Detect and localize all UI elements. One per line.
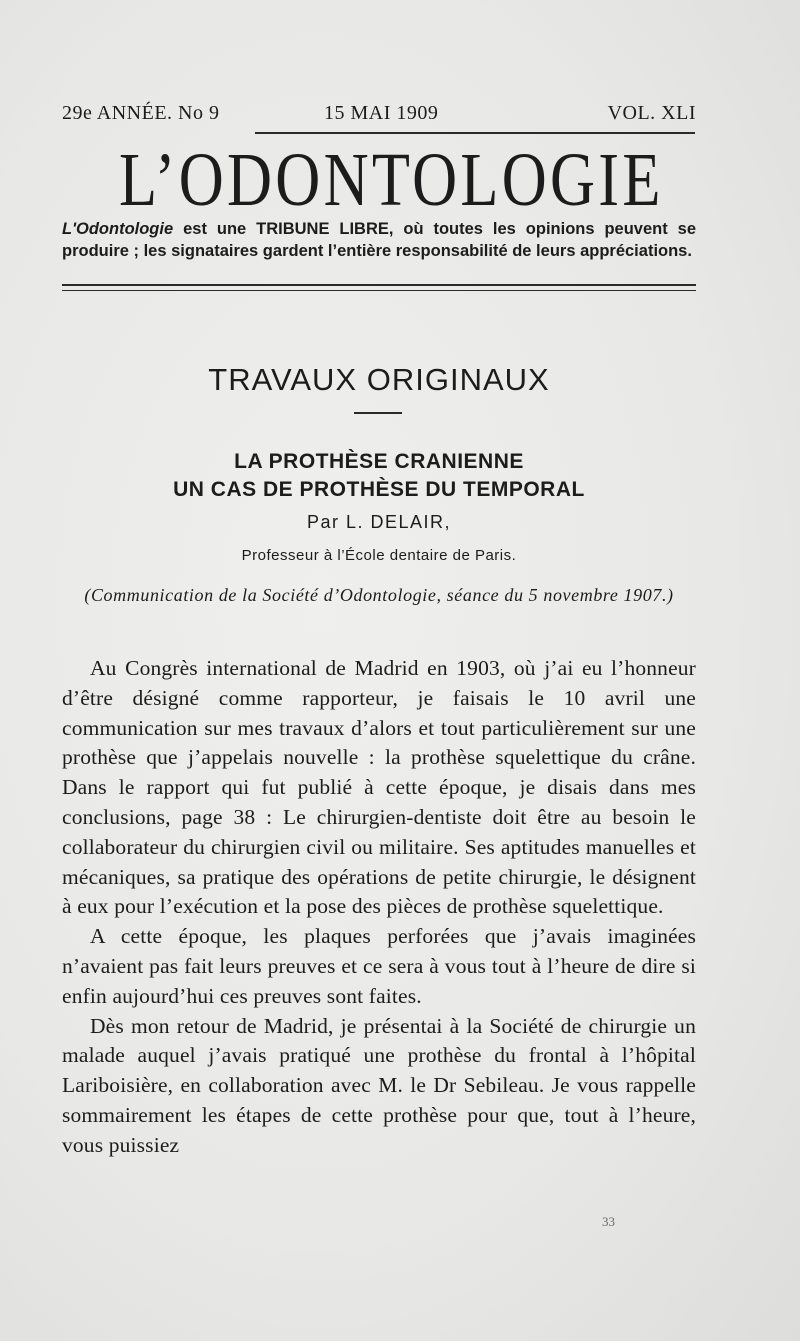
tagline-text: est une TRIBUNE LIBRE, où toutes les opinions peuvent se produire ; les signataires gardent l’entière responsabilité de leurs appréciations. [62, 220, 696, 260]
body-paragraph: Dès mon retour de Madrid, je présentai à la Société de chirurgie un malade auquel j’avais pratiqué une prothèse du frontal à l’hôpital Lariboisière, en collaboration avec M. le Dr Sebileau. Je vous rappelle sommairement les étapes de cette prothèse pour que, tout à l’heure, vous puissiez [62, 1013, 696, 1157]
author-affiliation: Professeur à l’École dentaire de Paris. [241, 547, 517, 564]
volume-number: VOL. XLI [607, 102, 696, 124]
issue-date: 15 MAI 1909 [324, 102, 439, 124]
header-rule [255, 132, 695, 134]
running-header [62, 102, 696, 128]
article-body [62, 654, 696, 1161]
body-paragraph: A cette époque, les plaques perforées que j’avais imaginées n’avaient pas fait leurs preuves et ce sera à vous tout à l’heure de dire si enfin aujourd’hui ces preuves sont faites. [62, 924, 696, 1008]
body-paragraph: Au Congrès international de Madrid en 1903, où j’ai eu l’honneur d’être désigné comme rapporteur, je faisais le 10 avril une communication sur mes travaux d’alors et tout particulièrement sur une prothèse que j’appelais nouvelle : la prothèse squelettique du crâne. Dans le rapport qui fut publié à cette époque, je disais dans mes conclusions, page 38 : Le chirurgien-dentiste doit être au besoin le collaborateur du chirurgien civil ou militaire. Ses aptitudes manuelles et mécaniques, sa pratique des opérations de petite chirurgie, le désignent à eux pour l’exécution et la pose des pièces de prothèse squelettique. [62, 656, 696, 919]
article-title [62, 448, 696, 504]
masthead-double-rule [62, 284, 696, 291]
communication-note: (Communication de la Société d’Odontologie, séance du 5 novembre 1907.) [84, 585, 674, 605]
article-author: Par L. DELAIR, [306, 512, 452, 532]
page-number: 33 [602, 1214, 615, 1229]
article-title-line-2: UN CAS DE PROTHÈSE DU TEMPORAL [173, 478, 585, 501]
section-title: TRAVAUX ORIGINAUX [208, 362, 550, 397]
journal-masthead: L’ODONTOLOGIE [119, 138, 664, 222]
article-title-line-1: LA PROTHÈSE CRANIENNE [234, 450, 524, 473]
tagline-journal-name: L'Odontologie [62, 220, 174, 238]
journal-tagline [62, 218, 696, 262]
section-divider [354, 412, 402, 414]
issue-number: 29e ANNÉE. No 9 [62, 102, 220, 124]
